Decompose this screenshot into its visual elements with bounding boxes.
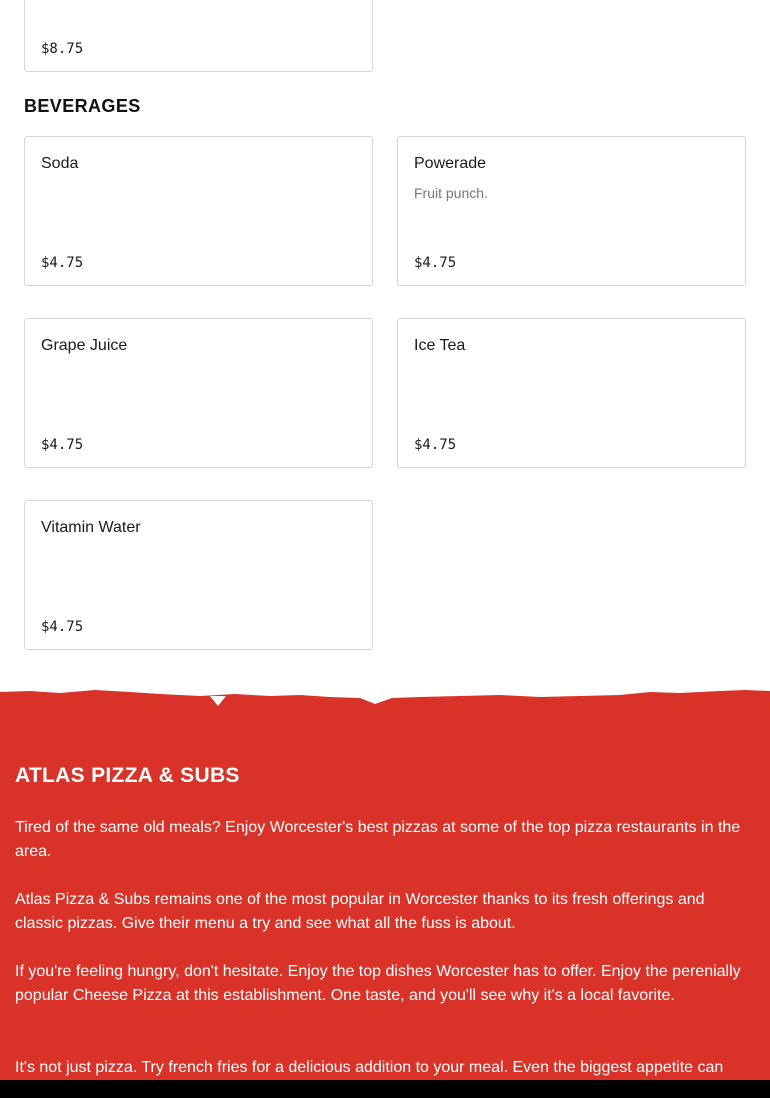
- menu-item-price: $4.75: [41, 255, 84, 271]
- footer-paragraph: If you're feeling hungry, don't hesitate. Enjoy the top dishes Worcester has to offer. Enjoy the perenially popular Cheese Pizza at this establishment. One taste, and you'll see why it's a local favorite.: [15, 963, 741, 1004]
- footer-paragraph: Tired of the same old meals? Enjoy Worcester's best pizzas at some of the top pizza restaurants in the area.: [15, 819, 741, 860]
- menu-item-name: Soda: [41, 155, 79, 172]
- menu-item-price: $4.75: [41, 437, 84, 453]
- menu-item-card-vitamin-water[interactable]: [24, 500, 373, 650]
- footer-title: ATLAS PIZZA & SUBS: [15, 764, 240, 787]
- menu-item-price: $4.75: [414, 437, 457, 453]
- menu-item-card-soda[interactable]: [24, 136, 373, 286]
- restaurant-about-footer: [0, 688, 770, 1080]
- menu-item-price: $8.75: [41, 41, 84, 57]
- menu-item-description: Fruit punch.: [414, 185, 488, 201]
- menu-item-name: Vitamin Water: [41, 519, 141, 536]
- menu-item-card[interactable]: [24, 0, 373, 72]
- footer-paragraph: Atlas Pizza & Subs remains one of the most popular in Worcester thanks to its fresh offerings and classic pizzas. Give their menu a try and see what all the fuss is about.: [15, 891, 705, 932]
- menu-item-name: Powerade: [414, 155, 487, 172]
- menu-item-card-grape-juice[interactable]: [24, 318, 373, 468]
- section-heading-beverages: BEVERAGES: [24, 96, 141, 116]
- menu-item-card-powerade[interactable]: [397, 136, 746, 286]
- menu-item-card-ice-tea[interactable]: [397, 318, 746, 468]
- menu-item-price: $4.75: [41, 619, 84, 635]
- bottom-bar: [0, 1080, 770, 1098]
- menu-item-name: Ice Tea: [414, 337, 466, 354]
- footer-paragraph: It's not just pizza. Try french fries for a delicious addition to your meal. Even the biggest appetite can: [15, 1059, 724, 1076]
- menu-item-name: Grape Juice: [41, 337, 128, 354]
- menu-item-price: $4.75: [414, 255, 457, 271]
